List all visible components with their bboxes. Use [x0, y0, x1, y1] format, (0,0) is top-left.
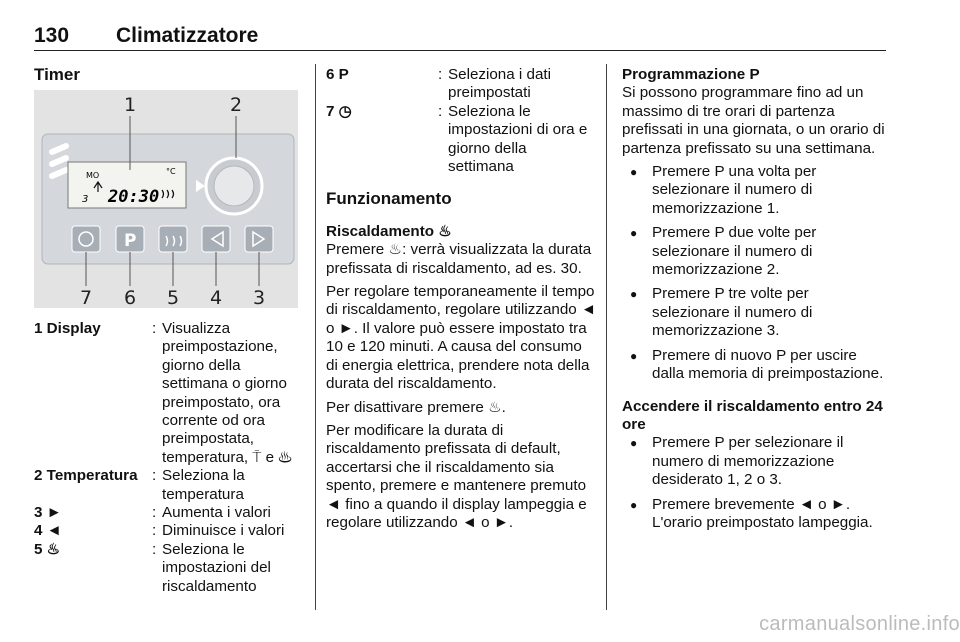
bullet-list — [622, 163, 888, 383]
list-item: ● Premere P una volta per selezionare il numero di memorizzazione 1. — [622, 163, 888, 218]
section-heading-accendere: Accendere il riscaldamento entro 24 ore — [622, 397, 883, 433]
section-heading-programmazione: Programmazione P — [622, 66, 760, 83]
lcd-day: MO — [86, 171, 100, 180]
svg-text:1: 1 — [123, 94, 137, 116]
svg-text:6: 6 — [123, 287, 137, 308]
paragraph: Per regolare temporaneamente il tempo di riscaldamento, regolare utilizzando ◄ o ►. Il valore può essere impostato tra 10 e 120 minuti. A causa del consumo di energia elettrica, prendere nota della durata del riscaldamento. — [326, 283, 596, 393]
list-item: ● Premere P due volte per selezionare il numero di memorizzazione 2. — [622, 224, 888, 279]
lcd-memory: 3 — [82, 194, 89, 205]
subheading-riscaldamento: Riscaldamento ♨ — [326, 222, 452, 240]
lcd-unit: °C — [166, 167, 176, 176]
lcd-time: 20:30 — [108, 187, 160, 207]
list-item: ● Premere P tre volte per selezionare il numero di memorizzazione 3. — [622, 285, 888, 340]
list-item: ● Premere di nuovo P per uscire dalla memoria di preimpostazione. — [622, 347, 888, 384]
column-1 — [34, 66, 304, 84]
column-3 — [622, 66, 888, 538]
paragraph: Per disattivare premere ♨. — [326, 398, 506, 416]
legend-list — [34, 320, 304, 596]
legend-item: 3 ► : Aumenta i valori — [34, 504, 271, 522]
bullet-list — [622, 434, 888, 532]
svg-text:5: 5 — [166, 287, 180, 308]
column-divider-1 — [315, 64, 316, 610]
column-divider-2 — [606, 64, 607, 610]
timer-panel-svg — [34, 90, 298, 308]
legend-item: 1 Display : Visualizza preimpostazione, giorno della settimana o giorno preimpostato, ora corrente od ora preimpostata, temperatura, ⍑ e ♨ — [34, 320, 292, 466]
page-title: Climatizzatore — [116, 24, 259, 47]
legend-item: 2 Temperatura : Seleziona la temperatura — [34, 467, 245, 503]
svg-text:7: 7 — [79, 287, 93, 308]
page-number: 130 — [34, 24, 70, 47]
svg-text:3: 3 — [252, 287, 266, 308]
section-heading-funzionamento: Funzionamento — [326, 189, 452, 209]
legend-item: 4 ◄ : Diminuisce i valori — [34, 522, 285, 540]
column-2 — [326, 66, 596, 537]
paragraph: Premere ♨: verrà visualizzata la durata prefissata di riscaldamento, ad es. 30. — [326, 241, 592, 277]
timer-panel-illustration — [34, 90, 298, 308]
p-button-glyph: P — [124, 231, 137, 251]
legend-item: 5 ♨ : Seleziona le impostazioni del riscaldamento — [34, 540, 271, 595]
watermark: carmanualsonline.info — [759, 613, 960, 635]
page-header — [34, 24, 886, 51]
svg-text:4: 4 — [209, 287, 223, 308]
paragraph: Si possono programmare fino ad un massimo di tre orari di partenza prefissati in una giornata, o un orario di partenza prefissato su una settimana. — [622, 84, 885, 157]
list-item: ● Premere brevemente ◄ o ►. L'orario preimpostato lampeggia. — [622, 496, 888, 533]
svg-text:2: 2 — [229, 94, 243, 116]
legend-item: 7 ◷ : Seleziona le impostazioni di ora e giorno della settimana — [326, 102, 588, 176]
legend-item: 6 P : Seleziona i dati preimpostati — [326, 66, 552, 102]
list-item: ● Premere P per selezionare il numero di memorizzazione desiderato 1, 2 o 3. — [622, 434, 888, 489]
section-heading-timer: Timer — [34, 65, 80, 84]
paragraph: Per modificare la durata di riscaldamento prefissata di default, accertarsi che il riscaldamento sia spento, premere e mantenere premuto ◄ fino a quando il display lampeggia e regolare utilizzando ◄ o ►. — [326, 421, 587, 531]
